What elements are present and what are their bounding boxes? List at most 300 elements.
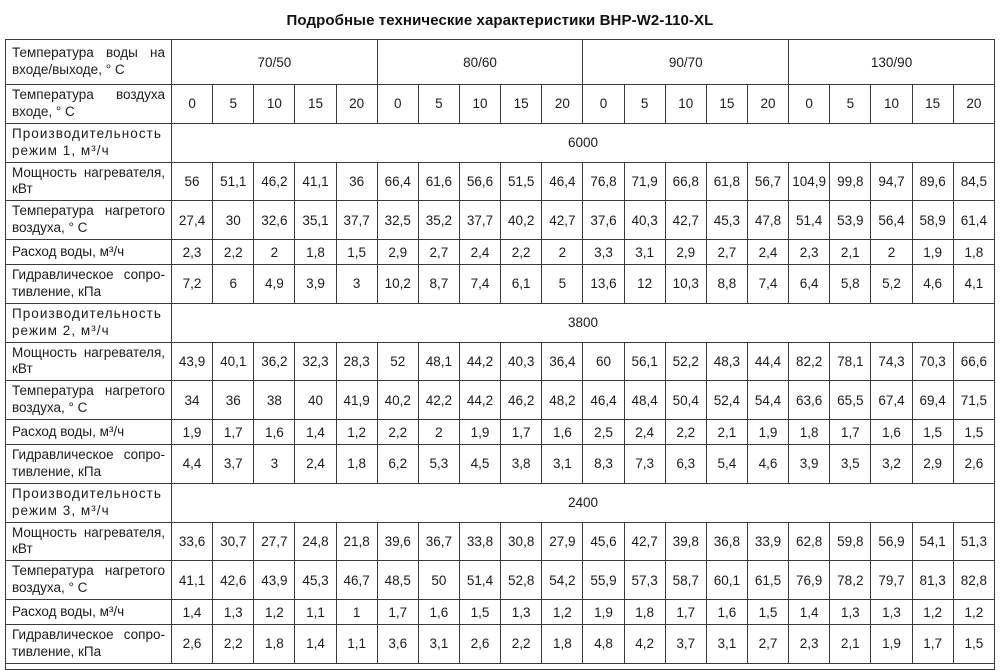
- value-cell: 56,9: [871, 522, 912, 561]
- table-row: [6, 40, 995, 85]
- value-cell: 10,2: [377, 265, 418, 304]
- value-cell: 36,8: [706, 522, 747, 561]
- value-cell: 1,6: [706, 600, 747, 625]
- value-cell: 34: [172, 381, 213, 420]
- value-cell: 1,9: [871, 625, 912, 664]
- value-cell: 36,4: [542, 342, 583, 381]
- value-cell: 30: [213, 201, 254, 240]
- value-cell: 2,7: [706, 240, 747, 265]
- value-cell: 1,9: [459, 420, 500, 445]
- value-cell: 46,2: [501, 381, 542, 420]
- value-cell: 40: [295, 381, 336, 420]
- capacity-cell: 3800: [172, 303, 995, 342]
- value-cell: 1,2: [542, 600, 583, 625]
- value-cell: 1,3: [830, 600, 871, 625]
- capacity-cell: 6000: [172, 123, 995, 162]
- value-cell: 1,8: [542, 625, 583, 664]
- value-cell: 33,8: [459, 522, 500, 561]
- row-label: Мощность нагревателя, кВт: [6, 522, 172, 561]
- value-cell: 1,5: [459, 600, 500, 625]
- value-cell: 2,4: [747, 240, 788, 265]
- value-cell: 59,8: [830, 522, 871, 561]
- value-cell: 52,4: [706, 381, 747, 420]
- value-cell: 36: [213, 381, 254, 420]
- value-cell: 8,8: [706, 265, 747, 304]
- value-cell: 1,7: [213, 420, 254, 445]
- value-cell: 3,6: [377, 625, 418, 664]
- value-cell: 2,2: [213, 625, 254, 664]
- value-cell: 1,7: [377, 600, 418, 625]
- value-cell: 1,3: [501, 600, 542, 625]
- air-temp-cell: 5: [830, 85, 871, 124]
- value-cell: 42,7: [624, 522, 665, 561]
- row-label: Гидравлическое сопро-тивление, кПа: [6, 625, 172, 664]
- value-cell: 30,7: [213, 522, 254, 561]
- value-cell: 27,7: [254, 522, 295, 561]
- air-temp-cell: 15: [706, 85, 747, 124]
- row-label: Производительность режим 1, м³/ч: [6, 123, 172, 162]
- value-cell: 84,5: [953, 162, 994, 201]
- value-cell: 1,8: [295, 240, 336, 265]
- value-cell: 50: [418, 561, 459, 600]
- value-cell: 4,9: [254, 265, 295, 304]
- value-cell: 3,8: [501, 445, 542, 484]
- value-cell: 79,7: [871, 561, 912, 600]
- table-row: [6, 240, 995, 265]
- value-cell: 2,2: [501, 240, 542, 265]
- row-label: Расход воды, м³/ч: [6, 420, 172, 445]
- air-temp-cell: 10: [459, 85, 500, 124]
- row-label: Производительность режим 3, м³/ч: [6, 483, 172, 522]
- value-cell: 32,3: [295, 342, 336, 381]
- value-cell: 3,9: [295, 265, 336, 304]
- value-cell: 65,5: [830, 381, 871, 420]
- value-cell: 4,4: [172, 445, 213, 484]
- specs-table-body: [6, 40, 995, 670]
- value-cell: 27,4: [172, 201, 213, 240]
- air-temp-cell: 20: [542, 85, 583, 124]
- value-cell: 8,3: [583, 445, 624, 484]
- row-label: Расход воды, м³/ч: [6, 600, 172, 625]
- value-cell: 37,7: [336, 201, 377, 240]
- value-cell: 48,4: [624, 381, 665, 420]
- value-cell: 58,9: [912, 201, 953, 240]
- value-cell: 4,6: [747, 445, 788, 484]
- value-cell: 32,5: [377, 201, 418, 240]
- value-cell: 4,8: [583, 625, 624, 664]
- value-cell: 66,6: [953, 342, 994, 381]
- table-row: [6, 85, 995, 124]
- table-row: [6, 201, 995, 240]
- table-row: [6, 303, 995, 342]
- air-temp-cell: 0: [789, 85, 830, 124]
- empty-cell: [6, 663, 995, 669]
- value-cell: 13,6: [583, 265, 624, 304]
- value-cell: 56,7: [747, 162, 788, 201]
- value-cell: 2,3: [789, 625, 830, 664]
- value-cell: 58,7: [665, 561, 706, 600]
- value-cell: 1,8: [624, 600, 665, 625]
- air-temp-cell: 10: [254, 85, 295, 124]
- value-cell: 76,8: [583, 162, 624, 201]
- value-cell: 48,3: [706, 342, 747, 381]
- value-cell: 40,3: [624, 201, 665, 240]
- value-cell: 5: [542, 265, 583, 304]
- value-cell: 71,5: [953, 381, 994, 420]
- air-temp-cell: 10: [665, 85, 706, 124]
- value-cell: 1,6: [542, 420, 583, 445]
- table-row: [6, 381, 995, 420]
- air-temp-cell: 0: [583, 85, 624, 124]
- value-cell: 99,8: [830, 162, 871, 201]
- value-cell: 40,3: [501, 342, 542, 381]
- air-temp-cell: 0: [377, 85, 418, 124]
- value-cell: 12: [624, 265, 665, 304]
- value-cell: 7,2: [172, 265, 213, 304]
- value-cell: 50,4: [665, 381, 706, 420]
- value-cell: 1,7: [912, 625, 953, 664]
- value-cell: 2,2: [377, 420, 418, 445]
- value-cell: 51,4: [789, 201, 830, 240]
- value-cell: 45,3: [706, 201, 747, 240]
- value-cell: 36: [336, 162, 377, 201]
- value-cell: 43,9: [254, 561, 295, 600]
- value-cell: 42,6: [213, 561, 254, 600]
- value-cell: 1,2: [953, 600, 994, 625]
- value-cell: 45,6: [583, 522, 624, 561]
- value-cell: 35,2: [418, 201, 459, 240]
- value-cell: 2,7: [747, 625, 788, 664]
- table-row: [6, 420, 995, 445]
- value-cell: 5,3: [418, 445, 459, 484]
- row-label: Температура нагретого воздуха, ° С: [6, 561, 172, 600]
- table-title: Подробные технические характеристики BHP-W2-110-XL: [286, 12, 714, 29]
- air-temp-cell: 15: [295, 85, 336, 124]
- table-row: [6, 625, 995, 664]
- value-cell: 51,4: [459, 561, 500, 600]
- value-cell: 7,3: [624, 445, 665, 484]
- value-cell: 1,9: [912, 240, 953, 265]
- value-cell: 69,4: [912, 381, 953, 420]
- value-cell: 1,9: [583, 600, 624, 625]
- value-cell: 53,9: [830, 201, 871, 240]
- value-cell: 57,3: [624, 561, 665, 600]
- value-cell: 48,2: [542, 381, 583, 420]
- value-cell: 7,4: [747, 265, 788, 304]
- air-temp-cell: 5: [418, 85, 459, 124]
- value-cell: 1,2: [336, 420, 377, 445]
- value-cell: 5,4: [706, 445, 747, 484]
- value-cell: 61,8: [706, 162, 747, 201]
- value-cell: 60: [583, 342, 624, 381]
- value-cell: 52,8: [501, 561, 542, 600]
- value-cell: 1: [336, 600, 377, 625]
- value-cell: 46,2: [254, 162, 295, 201]
- value-cell: 41,1: [172, 561, 213, 600]
- value-cell: 54,2: [542, 561, 583, 600]
- value-cell: 21,8: [336, 522, 377, 561]
- value-cell: 56,1: [624, 342, 665, 381]
- value-cell: 1,8: [789, 420, 830, 445]
- value-cell: 2,3: [789, 240, 830, 265]
- water-temp-group-cell: 90/70: [583, 40, 789, 85]
- air-temp-cell: 20: [953, 85, 994, 124]
- table-row: [6, 522, 995, 561]
- value-cell: 56,6: [459, 162, 500, 201]
- value-cell: 66,8: [665, 162, 706, 201]
- value-cell: 37,6: [583, 201, 624, 240]
- table-row: [6, 561, 995, 600]
- value-cell: 27,9: [542, 522, 583, 561]
- value-cell: 39,8: [665, 522, 706, 561]
- value-cell: 2,6: [459, 625, 500, 664]
- value-cell: 1,8: [953, 240, 994, 265]
- row-label: Гидравлическое сопро-тивление, кПа: [6, 265, 172, 304]
- value-cell: 67,4: [871, 381, 912, 420]
- air-temp-cell: 0: [172, 85, 213, 124]
- value-cell: 1,4: [295, 420, 336, 445]
- value-cell: 1,4: [172, 600, 213, 625]
- value-cell: 39,6: [377, 522, 418, 561]
- air-temp-cell: 10: [871, 85, 912, 124]
- value-cell: 1,7: [830, 420, 871, 445]
- value-cell: 33,9: [747, 522, 788, 561]
- value-cell: 1,5: [747, 600, 788, 625]
- table-row: [6, 265, 995, 304]
- value-cell: 30,8: [501, 522, 542, 561]
- value-cell: 2,4: [295, 445, 336, 484]
- value-cell: 2,1: [830, 625, 871, 664]
- value-cell: 3: [336, 265, 377, 304]
- value-cell: 61,6: [418, 162, 459, 201]
- value-cell: 36,7: [418, 522, 459, 561]
- value-cell: 1,5: [336, 240, 377, 265]
- value-cell: 2,5: [583, 420, 624, 445]
- value-cell: 1,3: [213, 600, 254, 625]
- value-cell: 2,3: [172, 240, 213, 265]
- value-cell: 2: [871, 240, 912, 265]
- value-cell: 28,3: [336, 342, 377, 381]
- value-cell: 24,8: [295, 522, 336, 561]
- value-cell: 82,2: [789, 342, 830, 381]
- value-cell: 71,9: [624, 162, 665, 201]
- value-cell: 2,2: [501, 625, 542, 664]
- value-cell: 44,4: [747, 342, 788, 381]
- air-temp-cell: 20: [747, 85, 788, 124]
- value-cell: 76,9: [789, 561, 830, 600]
- value-cell: 61,5: [747, 561, 788, 600]
- specs-table: [5, 39, 995, 670]
- value-cell: 1,5: [912, 420, 953, 445]
- table-row: [6, 663, 995, 669]
- value-cell: 3: [254, 445, 295, 484]
- value-cell: 89,6: [912, 162, 953, 201]
- value-cell: 44,2: [459, 342, 500, 381]
- row-label: Мощность нагревателя, кВт: [6, 342, 172, 381]
- value-cell: 1,4: [295, 625, 336, 664]
- row-label: Мощность нагревателя, кВт: [6, 162, 172, 201]
- table-row: [6, 123, 995, 162]
- value-cell: 40,1: [213, 342, 254, 381]
- value-cell: 78,2: [830, 561, 871, 600]
- value-cell: 2,9: [665, 240, 706, 265]
- value-cell: 3,7: [665, 625, 706, 664]
- value-cell: 82,8: [953, 561, 994, 600]
- value-cell: 2,2: [665, 420, 706, 445]
- value-cell: 46,4: [542, 162, 583, 201]
- value-cell: 1,8: [254, 625, 295, 664]
- value-cell: 66,4: [377, 162, 418, 201]
- value-cell: 1,7: [501, 420, 542, 445]
- value-cell: 51,5: [501, 162, 542, 201]
- value-cell: 41,1: [295, 162, 336, 201]
- air-temp-cell: 5: [624, 85, 665, 124]
- value-cell: 61,4: [953, 201, 994, 240]
- value-cell: 70,3: [912, 342, 953, 381]
- value-cell: 1,9: [172, 420, 213, 445]
- value-cell: 2,9: [377, 240, 418, 265]
- value-cell: 1,3: [871, 600, 912, 625]
- value-cell: 1,6: [418, 600, 459, 625]
- value-cell: 52: [377, 342, 418, 381]
- value-cell: 38: [254, 381, 295, 420]
- value-cell: 46,7: [336, 561, 377, 600]
- value-cell: 32,6: [254, 201, 295, 240]
- value-cell: 2: [418, 420, 459, 445]
- value-cell: 6,1: [501, 265, 542, 304]
- value-cell: 6,4: [789, 265, 830, 304]
- value-cell: 54,1: [912, 522, 953, 561]
- water-temp-group-cell: 130/90: [789, 40, 995, 85]
- value-cell: 37,7: [459, 201, 500, 240]
- value-cell: 48,1: [418, 342, 459, 381]
- value-cell: 2: [542, 240, 583, 265]
- table-row: [6, 162, 995, 201]
- value-cell: 3,3: [583, 240, 624, 265]
- value-cell: 47,8: [747, 201, 788, 240]
- value-cell: 6,2: [377, 445, 418, 484]
- value-cell: 2,4: [624, 420, 665, 445]
- value-cell: 1,4: [789, 600, 830, 625]
- value-cell: 4,2: [624, 625, 665, 664]
- value-cell: 1,8: [336, 445, 377, 484]
- value-cell: 36,2: [254, 342, 295, 381]
- value-cell: 43,9: [172, 342, 213, 381]
- value-cell: 1,6: [254, 420, 295, 445]
- row-label: Температура воздуха входе, ° С: [6, 85, 172, 124]
- value-cell: 1,7: [665, 600, 706, 625]
- value-cell: 94,7: [871, 162, 912, 201]
- value-cell: 33,6: [172, 522, 213, 561]
- value-cell: 3,7: [213, 445, 254, 484]
- value-cell: 4,6: [912, 265, 953, 304]
- value-cell: 42,7: [542, 201, 583, 240]
- value-cell: 2,6: [953, 445, 994, 484]
- value-cell: 4,5: [459, 445, 500, 484]
- table-row: [6, 342, 995, 381]
- value-cell: 6: [213, 265, 254, 304]
- value-cell: 62,8: [789, 522, 830, 561]
- value-cell: 45,3: [295, 561, 336, 600]
- value-cell: 52,2: [665, 342, 706, 381]
- value-cell: 56: [172, 162, 213, 201]
- table-row: [6, 483, 995, 522]
- row-label: Температура воды на входе/выходе, ° С: [6, 40, 172, 85]
- value-cell: 2,1: [830, 240, 871, 265]
- value-cell: 5,2: [871, 265, 912, 304]
- value-cell: 2,9: [912, 445, 953, 484]
- water-temp-group-cell: 80/60: [377, 40, 583, 85]
- value-cell: 2,6: [172, 625, 213, 664]
- table-row: [6, 445, 995, 484]
- value-cell: 1,5: [953, 420, 994, 445]
- value-cell: 40,2: [501, 201, 542, 240]
- value-cell: 55,9: [583, 561, 624, 600]
- value-cell: 2,2: [213, 240, 254, 265]
- value-cell: 104,9: [789, 162, 830, 201]
- row-label: Гидравлическое сопро-тивление, кПа: [6, 445, 172, 484]
- value-cell: 1,2: [912, 600, 953, 625]
- capacity-cell: 2400: [172, 483, 995, 522]
- value-cell: 1,9: [747, 420, 788, 445]
- value-cell: 6,3: [665, 445, 706, 484]
- row-label: Расход воды, м³/ч: [6, 240, 172, 265]
- value-cell: 46,4: [583, 381, 624, 420]
- value-cell: 42,7: [665, 201, 706, 240]
- value-cell: 40,2: [377, 381, 418, 420]
- table-row: [6, 600, 995, 625]
- row-label: Температура нагретого воздуха, ° С: [6, 201, 172, 240]
- value-cell: 3,2: [871, 445, 912, 484]
- water-temp-group-cell: 70/50: [172, 40, 378, 85]
- value-cell: 54,4: [747, 381, 788, 420]
- value-cell: 1,5: [953, 625, 994, 664]
- value-cell: 2: [254, 240, 295, 265]
- value-cell: 74,3: [871, 342, 912, 381]
- value-cell: 5,8: [830, 265, 871, 304]
- value-cell: 3,5: [830, 445, 871, 484]
- value-cell: 1,6: [871, 420, 912, 445]
- value-cell: 3,1: [624, 240, 665, 265]
- value-cell: 1,1: [295, 600, 336, 625]
- value-cell: 4,1: [953, 265, 994, 304]
- value-cell: 78,1: [830, 342, 871, 381]
- value-cell: 81,3: [912, 561, 953, 600]
- value-cell: 10,3: [665, 265, 706, 304]
- value-cell: 3,1: [418, 625, 459, 664]
- value-cell: 60,1: [706, 561, 747, 600]
- value-cell: 1,1: [336, 625, 377, 664]
- value-cell: 3,1: [542, 445, 583, 484]
- row-label: Температура нагретого воздуха, ° С: [6, 381, 172, 420]
- value-cell: 3,1: [706, 625, 747, 664]
- value-cell: 51,1: [213, 162, 254, 201]
- value-cell: 2,7: [418, 240, 459, 265]
- value-cell: 56,4: [871, 201, 912, 240]
- air-temp-cell: 20: [336, 85, 377, 124]
- value-cell: 35,1: [295, 201, 336, 240]
- air-temp-cell: 5: [213, 85, 254, 124]
- value-cell: 63,6: [789, 381, 830, 420]
- air-temp-cell: 15: [501, 85, 542, 124]
- value-cell: 2,1: [706, 420, 747, 445]
- value-cell: 7,4: [459, 265, 500, 304]
- air-temp-cell: 15: [912, 85, 953, 124]
- value-cell: 48,5: [377, 561, 418, 600]
- value-cell: 8,7: [418, 265, 459, 304]
- value-cell: 3,9: [789, 445, 830, 484]
- value-cell: 44,2: [459, 381, 500, 420]
